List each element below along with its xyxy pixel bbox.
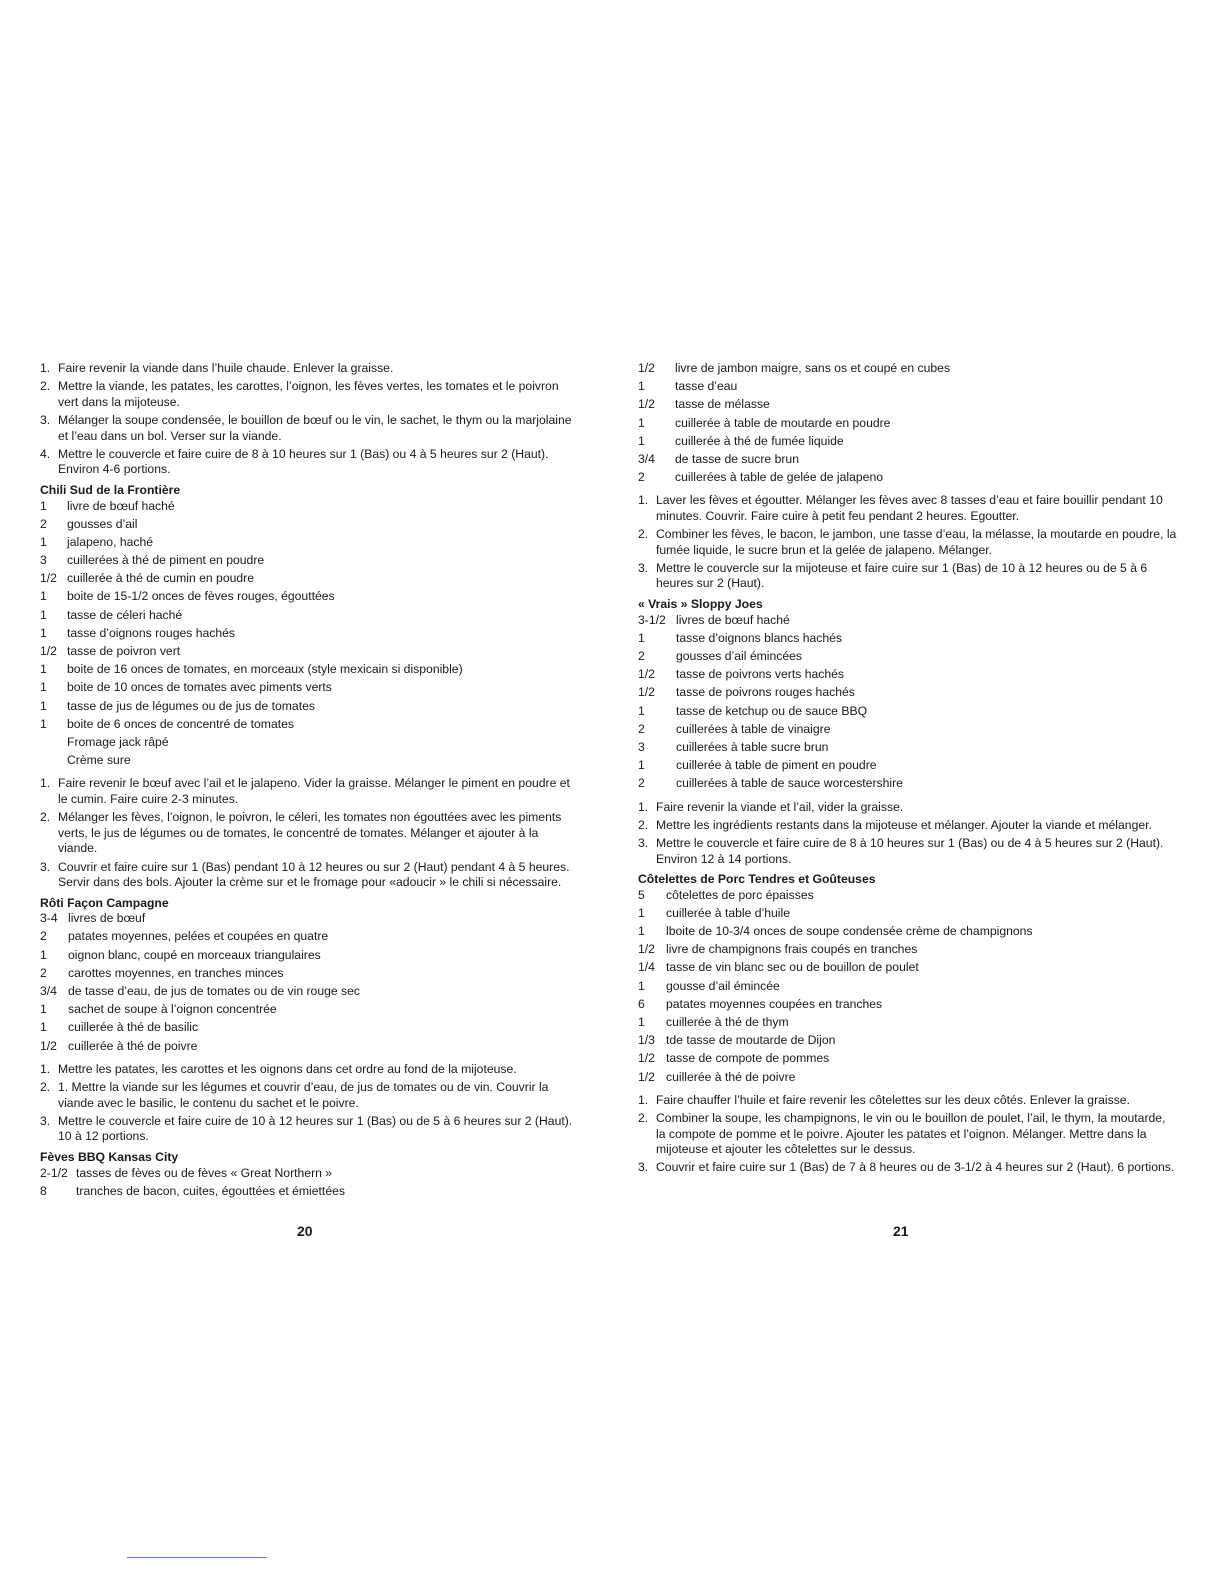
- ingredient-quantity: 1: [40, 698, 47, 713]
- ingredient-row: [40, 553, 578, 571]
- step-number: 2.: [638, 527, 649, 542]
- recipe-title-cotelettes: Côtelettes de Porc Tendres et Goûteuses: [638, 872, 876, 887]
- ingredient-quantity: 1/2: [638, 685, 655, 700]
- step-text: Faire revenir la viande et l’ail, vider la graisse.: [656, 799, 904, 814]
- instruction-step: [40, 1080, 578, 1111]
- ingredient-quantity: 1/2: [638, 667, 655, 682]
- ingredient-quantity: 1: [638, 978, 645, 993]
- step-number: 3.: [638, 1160, 649, 1175]
- step-text: Mettre les patates, les carottes et les oignons dans cet ordre au fond de la mijoteuse.: [58, 1061, 517, 1076]
- ingredient-row: [638, 704, 1178, 722]
- step-number: 1.: [638, 493, 649, 508]
- ingredient-row: [40, 1002, 578, 1020]
- instruction-step: [40, 447, 578, 478]
- ingredient-item: cuillerée à table de piment en poudre: [676, 758, 877, 773]
- instruction-step: [40, 776, 578, 807]
- intro-steps: [40, 361, 578, 478]
- ingredient-quantity: 1/3: [638, 1033, 655, 1048]
- step-text: Mélanger les fèves, l’oignon, le poivron, le céleri, les tomates non égouttées avec les piments verts, le jus de légumes ou de tomates, le concentré de tomates. Mélanger et ajouter à la viande.: [58, 810, 562, 856]
- step-text: Faire revenir la viande dans l’huile chaude. Enlever la graisse.: [58, 361, 394, 375]
- ingredient-item: cuillerée à thé de thym: [666, 1015, 789, 1029]
- ingredient-quantity: 1: [638, 905, 645, 920]
- step-text: Mettre le couvercle et faire cuire de 10 à 12 heures sur 1 (Bas) ou de 5 à 6 heures sur 2 (Haut). 10 à 12 portions.: [58, 1113, 573, 1144]
- step-text: Mettre le couvercle sur la mijoteuse et faire cuire sur 1 (Bas) de 10 à 12 heures ou de 5 à 6 heures sur 2 (Haut).: [656, 560, 1148, 591]
- ingredient-quantity: 1/2: [40, 1038, 57, 1053]
- ingredient-quantity: 1: [40, 607, 47, 622]
- ingredient-quantity: 1/2: [638, 1051, 655, 1066]
- ingredient-item: livres de bœuf: [68, 911, 146, 926]
- feves-cont-ingredients: [638, 361, 1178, 488]
- ingredient-item: livre de jambon maigre, sans os et coupé en cubes: [675, 361, 951, 375]
- step-number: 1.: [40, 1061, 51, 1076]
- instruction-step: [40, 379, 578, 410]
- ingredient-row: [638, 758, 1178, 776]
- ingredient-item: cuillerée à thé de basilic: [68, 1020, 199, 1035]
- ingredient-item: cuillerée à thé de fumée liquide: [675, 433, 844, 448]
- ingredient-item: livres de bœuf haché: [676, 612, 790, 627]
- ingredient-row: [40, 735, 578, 753]
- step-number: 3.: [40, 859, 51, 874]
- ingredient-row: [638, 613, 1178, 631]
- ingredient-item: patates moyennes coupées en tranches: [666, 996, 883, 1011]
- ingredient-item: tasse de compote de pommes: [666, 1051, 830, 1066]
- ingredient-quantity: 1: [638, 924, 645, 939]
- ingredient-item: côtelettes de porc épaisses: [666, 887, 814, 902]
- ingredient-row: [40, 535, 578, 553]
- ingredient-quantity: 5: [638, 887, 645, 902]
- ingredient-quantity: 6: [638, 996, 645, 1011]
- ingredient-quantity: 2: [638, 721, 645, 736]
- ingredient-row: [40, 948, 578, 966]
- ingredient-item: livre de bœuf haché: [67, 498, 175, 513]
- ingredient-quantity: 2: [40, 965, 47, 980]
- ingredient-row: [638, 452, 1178, 470]
- ingredient-row: [638, 685, 1178, 703]
- ingredient-quantity: 1/2: [40, 571, 57, 586]
- ingredient-item: tasse de poivrons verts hachés: [676, 667, 845, 682]
- ingredient-item: cuillerées à thé de piment en poudre: [67, 553, 265, 568]
- ingredient-row: [638, 361, 1178, 379]
- step-number: 3.: [40, 1113, 51, 1128]
- ingredient-quantity: 1: [40, 498, 47, 513]
- ingredient-row: [638, 776, 1178, 794]
- instruction-step: [40, 361, 578, 377]
- sloppy-steps: [638, 800, 1178, 868]
- feves-steps: [638, 493, 1178, 592]
- step-text: 1. Mettre la viande sur les légumes et couvrir d’eau, de jus de tomates ou de vin. Couvrir la viande avec le basilic, le contenu du sachet et le poivre.: [58, 1079, 549, 1110]
- step-text: Laver les fèves et égoutter. Mélanger les fèves avec 8 tasses d’eau et faire bouillir pendant 10 minutes. Couvrir. Faire cuire à petit feu pendant 2 heures. Egoutter.: [656, 493, 1163, 523]
- ingredient-row: [40, 1166, 578, 1184]
- ingredient-row: [40, 929, 578, 947]
- step-text: Mettre le couvercle et faire cuire de 8 à 10 heures sur 1 (Bas) ou 4 à 5 heures sur 2 (Haut). Environ 4-6 portions.: [58, 446, 549, 477]
- ingredient-row: [40, 644, 578, 662]
- ingredient-quantity: 1/2: [638, 942, 655, 957]
- ingredient-item: boite de 16 onces de tomates, en morceaux (style mexicain si disponible): [67, 662, 463, 677]
- ingredient-quantity: 3-1/2: [638, 612, 666, 627]
- ingredient-item: de tasse de sucre brun: [675, 451, 799, 466]
- ingredient-row: [638, 379, 1178, 397]
- ingredient-quantity: 3/4: [40, 984, 57, 999]
- recipe-title-feves: Fèves BBQ Kansas City: [40, 1149, 179, 1164]
- step-number: 1.: [638, 1092, 649, 1107]
- ingredient-item: sachet de soupe à l’oignon concentrée: [68, 1002, 277, 1017]
- ingredient-item: cuillerée à table d’huile: [666, 905, 790, 920]
- page-number-right: 21: [893, 1223, 909, 1239]
- ingredient-quantity: 1: [638, 433, 645, 448]
- ingredient-quantity: 1: [40, 662, 47, 677]
- ingredient-item: cuillerée à thé de poivre: [666, 1069, 796, 1084]
- ingredient-quantity: 1: [40, 1002, 47, 1017]
- ingredient-item: patates moyennes, pelées et coupées en quatre: [68, 929, 329, 944]
- step-text: Couvrir et faire cuire sur 1 (Bas) pendant 10 à 12 heures ou sur 2 (Haut) pendant 4 à 5 heures. Servir dans des bols. Ajouter la crème sur et le fromage pour «adoucir » le chili si nécessaire.: [58, 859, 570, 890]
- ingredient-row: [40, 984, 578, 1002]
- step-text: Mettre la viande, les patates, les carottes, l’oignon, les fèves vertes, les tomates et le poivron vert dans la mijoteuse.: [58, 379, 559, 409]
- ingredient-quantity: 1: [638, 703, 645, 718]
- ingredient-row: [638, 397, 1178, 415]
- ingredient-row: [638, 1033, 1178, 1051]
- instruction-step: [40, 413, 578, 444]
- cotelettes-ingredients: [638, 888, 1178, 1088]
- step-number: 3.: [638, 560, 649, 575]
- ingredient-item: tasse d’oignons blancs hachés: [676, 630, 842, 645]
- ingredient-row: [40, 1184, 578, 1202]
- ingredient-row: [638, 942, 1178, 960]
- ingredient-item: jalapeno, haché: [67, 534, 154, 549]
- ingredient-item: tasse d’eau: [675, 379, 738, 394]
- ingredient-row: [638, 631, 1178, 649]
- step-text: Faire chauffer l’huile et faire revenir les côtelettes sur les deux côtés. Enlever la graisse.: [656, 1092, 1130, 1107]
- step-text: Mettre les ingrédients restants dans la mijoteuse et mélanger. Ajouter la viande et mélanger.: [656, 817, 1152, 832]
- ingredient-row: [638, 997, 1178, 1015]
- ingredient-row: [40, 589, 578, 607]
- ingredient-row: [40, 626, 578, 644]
- ingredient-quantity: 2-1/2: [40, 1165, 68, 1180]
- left-page-column: [40, 361, 578, 1202]
- ingredient-quantity: 1: [40, 1020, 47, 1035]
- ingredient-quantity: 1: [638, 1015, 645, 1029]
- ingredient-row: [40, 1039, 578, 1057]
- ingredient-item: tasses de fèves ou de fèves « Great Northern »: [76, 1165, 333, 1180]
- roti-steps: [40, 1062, 578, 1145]
- ingredient-quantity: 1: [40, 534, 47, 549]
- step-text: Combiner les fèves, le bacon, le jambon, une tasse d’eau, la mélasse, la moutarde en poudre, la fumée liquide, le sucre brun et la gelée de jalapeno. Mélanger.: [656, 527, 1177, 557]
- ingredient-quantity: 1: [638, 415, 645, 430]
- step-number: 3.: [40, 412, 51, 427]
- ingredient-item: cuillerées à table sucre brun: [676, 739, 829, 754]
- ingredient-item: Crème sure: [67, 753, 131, 768]
- ingredient-item: boite de 15-1/2 onces de fèves rouges, égouttées: [67, 589, 335, 604]
- ingredient-item: tasse de poivrons rouges hachés: [676, 685, 855, 700]
- ingredient-quantity: 2: [638, 470, 645, 485]
- feves-ingredients: [40, 1166, 578, 1202]
- recipe-title-roti: Rôti Façon Campagne: [40, 895, 169, 910]
- ingredient-item: tasse de vin blanc sec ou de bouillon de poulet: [666, 960, 919, 975]
- ingredient-row: [40, 966, 578, 984]
- instruction-step: [40, 1114, 578, 1145]
- ingredient-row: [40, 753, 578, 771]
- ingredient-quantity: 1: [40, 947, 47, 962]
- step-text: Faire revenir le bœuf avec l’ail et le jalapeno. Vider la graisse. Mélanger le piment en poudre et le cumin. Faire cuire 2-3 minutes.: [58, 776, 570, 806]
- ingredient-item: tasse de jus de légumes ou de jus de tomates: [67, 698, 315, 713]
- step-number: 3.: [638, 835, 649, 850]
- step-text: Couvrir et faire cuire sur 1 (Bas) de 7 à 8 heures ou de 3-1/2 à 4 heures sur 2 (Haut). 6 portions.: [656, 1160, 1175, 1175]
- ingredient-row: [638, 434, 1178, 452]
- footer-rule: [127, 1557, 267, 1558]
- right-page-column: [638, 361, 1178, 1179]
- ingredient-quantity: 3-4: [40, 911, 58, 926]
- step-text: Mélanger la soupe condensée, le bouillon de bœuf ou le vin, le sachet, le thym ou la marjolaine et l’eau dans un bol. Verser sur la viande.: [58, 412, 572, 443]
- instruction-step: [638, 561, 1178, 592]
- ingredient-row: [638, 649, 1178, 667]
- ingredient-quantity: 1/2: [638, 1069, 655, 1084]
- instruction-step: [638, 800, 1178, 816]
- ingredient-row: [40, 517, 578, 535]
- ingredient-row: [40, 1020, 578, 1038]
- ingredient-item: tasse de poivron vert: [67, 644, 181, 659]
- step-number: 2.: [638, 1110, 649, 1125]
- ingredient-item: tasse de céleri haché: [67, 607, 183, 622]
- step-number: 2.: [40, 810, 51, 825]
- ingredient-row: [40, 911, 578, 929]
- ingredient-quantity: 1: [40, 716, 47, 731]
- ingredient-quantity: 1: [40, 625, 47, 640]
- ingredient-quantity: 1/4: [638, 960, 655, 975]
- ingredient-quantity: 1/2: [40, 644, 57, 659]
- ingredient-item: gousse d’ail émincée: [666, 978, 780, 993]
- ingredient-quantity: 8: [40, 1183, 47, 1198]
- ingredient-row: [638, 722, 1178, 740]
- step-number: 1.: [40, 776, 51, 791]
- ingredient-item: carottes moyennes, en tranches minces: [68, 965, 284, 980]
- step-number: 2.: [40, 1079, 51, 1094]
- ingredient-row: [638, 1051, 1178, 1069]
- ingredient-quantity: 3: [638, 739, 645, 754]
- ingredient-item: tranches de bacon, cuites, égouttées et émiettées: [76, 1183, 345, 1198]
- ingredient-quantity: 3: [40, 553, 47, 568]
- ingredient-item: tasse de ketchup ou de sauce BBQ: [676, 703, 868, 718]
- instruction-step: [638, 493, 1178, 524]
- ingredient-item: cuillerées à table de gelée de jalapeno: [675, 470, 884, 485]
- recipe-title-sloppy: « Vrais » Sloppy Joes: [638, 597, 763, 612]
- step-number: 2.: [638, 817, 649, 832]
- page-number-left: 20: [297, 1223, 313, 1239]
- instruction-step: [638, 818, 1178, 834]
- step-text: Combiner la soupe, les champignons, le vin ou le bouillon de poulet, l’ail, le thym, la moutarde, la compote de pomme et le poivre. Ajouter les patates et l’oignon. Mélanger. Mettre dans la mijoteuse et ajouter les côtelettes sur le dessus.: [656, 1110, 1166, 1157]
- ingredient-quantity: 2: [638, 649, 645, 664]
- step-number: 1.: [40, 361, 51, 375]
- ingredient-quantity: 1/2: [638, 361, 655, 375]
- ingredient-quantity: 1: [40, 680, 47, 695]
- recipe-title-chili: Chili Sud de la Frontière: [40, 482, 181, 497]
- ingredient-item: de tasse d’eau, de jus de tomates ou de vin rouge sec: [68, 984, 361, 999]
- ingredient-row: [40, 699, 578, 717]
- ingredient-item: cuillerées à table de sauce worcestershire: [676, 776, 903, 791]
- ingredient-row: [638, 924, 1178, 942]
- ingredient-row: [638, 1070, 1178, 1088]
- ingredient-row: [40, 717, 578, 735]
- step-number: 1.: [638, 799, 649, 814]
- ingredient-item: tde tasse de moutarde de Dijon: [666, 1033, 836, 1048]
- instruction-step: [638, 1160, 1178, 1176]
- chili-steps: [40, 776, 578, 890]
- ingredient-item: boite de 6 onces de concentré de tomates: [67, 716, 294, 731]
- ingredient-item: livre de champignons frais coupés en tranches: [666, 942, 918, 957]
- ingredient-quantity: 3/4: [638, 451, 655, 466]
- ingredient-quantity: 2: [638, 776, 645, 791]
- ingredient-item: lboite de 10-3/4 onces de soupe condensée crème de champignons: [666, 924, 1033, 939]
- instruction-step: [40, 1062, 578, 1078]
- ingredient-row: [638, 416, 1178, 434]
- ingredient-item: cuillerée à thé de cumin en poudre: [67, 571, 254, 586]
- ingredient-row: [40, 499, 578, 517]
- ingredient-item: tasse de mélasse: [675, 397, 770, 412]
- ingredient-item: oignon blanc, coupé en morceaux triangulaires: [68, 947, 321, 962]
- ingredient-row: [638, 1015, 1178, 1033]
- ingredient-item: boite de 10 onces de tomates avec piments verts: [67, 680, 332, 695]
- ingredient-row: [40, 608, 578, 626]
- ingredient-row: [40, 680, 578, 698]
- ingredient-row: [638, 960, 1178, 978]
- ingredient-item: cuillerée à table de moutarde en poudre: [675, 415, 891, 430]
- step-number: 4.: [40, 446, 51, 461]
- ingredient-row: [40, 571, 578, 589]
- instruction-step: [40, 810, 578, 857]
- ingredient-quantity: 2: [40, 516, 47, 531]
- ingredient-item: Fromage jack râpé: [67, 734, 169, 749]
- ingredient-row: [638, 667, 1178, 685]
- ingredient-item: gousses d’ail: [67, 516, 138, 531]
- ingredient-quantity: 1: [638, 379, 645, 394]
- step-text: Mettre le couvercle et faire cuire de 8 à 10 heures sur 1 (Bas) ou de 4 à 5 heures sur 2 (Haut). Environ 12 à 14 portions.: [656, 835, 1164, 866]
- ingredient-row: [638, 979, 1178, 997]
- ingredient-row: [638, 740, 1178, 758]
- ingredient-row: [638, 906, 1178, 924]
- sloppy-ingredients: [638, 613, 1178, 795]
- ingredient-row: [638, 888, 1178, 906]
- chili-ingredients: [40, 499, 578, 772]
- ingredient-quantity: 1/2: [638, 397, 655, 412]
- instruction-step: [638, 1093, 1178, 1109]
- ingredient-item: tasse d’oignons rouges hachés: [67, 625, 236, 640]
- ingredient-item: gousses d’ail émincées: [676, 649, 803, 664]
- instruction-step: [638, 1111, 1178, 1158]
- ingredient-row: [638, 470, 1178, 488]
- instruction-step: [638, 836, 1178, 867]
- ingredient-quantity: 1: [638, 630, 645, 645]
- roti-ingredients: [40, 911, 578, 1057]
- cotelettes-steps: [638, 1093, 1178, 1176]
- instruction-step: [40, 860, 578, 891]
- ingredient-item: cuillerées à table de vinaigre: [676, 721, 831, 736]
- ingredient-quantity: 1: [638, 758, 645, 773]
- ingredient-row: [40, 662, 578, 680]
- instruction-step: [638, 527, 1178, 558]
- ingredient-quantity: 1: [40, 589, 47, 604]
- ingredient-item: cuillerée à thé de poivre: [68, 1038, 198, 1053]
- step-number: 2.: [40, 379, 51, 394]
- ingredient-quantity: 2: [40, 929, 47, 944]
